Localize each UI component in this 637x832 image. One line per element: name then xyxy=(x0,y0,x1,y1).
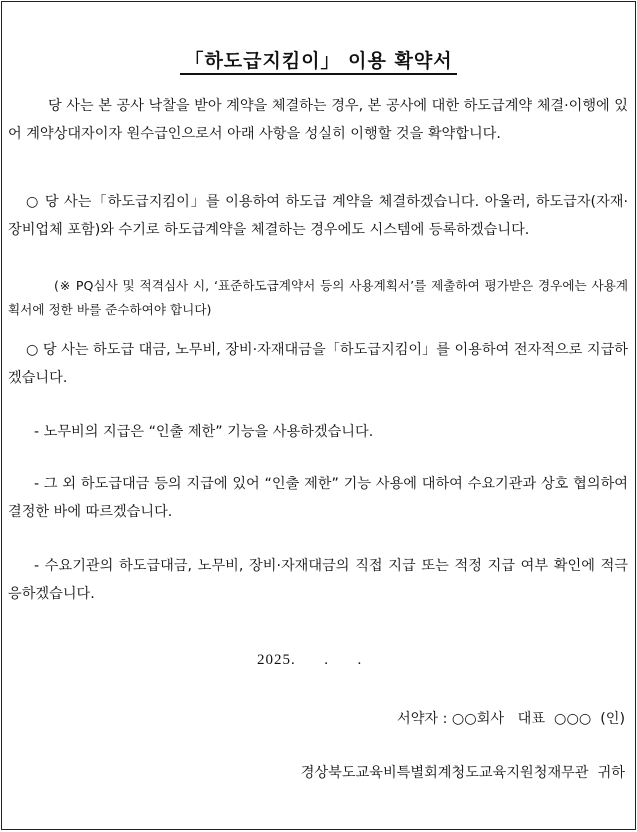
commitment-item-1: ○ 당 사는「하도급지킴이」를 이용하여 하도급 계약을 체결하겠습니다. 아울러, 하도급자(자재·장비업체 포함)와 수기로 하도급계약을 체결하는 경우에도 시스템에 등록하겠습니다. xyxy=(8,194,628,238)
intro-paragraph: 당 사는 본 공사 낙찰을 받아 계약을 체결하는 경우, 본 공사에 대한 하도급계약 체결·이행에 있어 계약상대자이자 원수급인으로서 아래 사항을 성실히 이행할 것을 확약합니다. xyxy=(8,98,628,142)
commitment-item-2: ○ 당 사는 하도급 대금, 노무비, 장비·자재대금을「하도급지킴이」를 이용하여 전자적으로 지급하겠습니다. xyxy=(8,342,628,386)
document-title-text: 「하도급지킴이」 이용 확약서 xyxy=(180,50,456,75)
signer-line: 서약자 : ○○회사 대표 ○○○ (인) xyxy=(397,711,625,727)
addressee-line: 경상북도교육비특별회계청도교육지원청재무관 귀하 xyxy=(300,765,625,781)
sub-item-labor-cost: - 노무비의 지급은 “인출 제한” 기능을 사용하겠습니다. xyxy=(34,424,374,440)
sub-item-withdrawal-limit: - 그 외 하도급대금 등의 지급에 있어 “인출 제한” 기능 사용에 대하여 수요기관과 상호 협의하여 결정한 바에 따르겠습니다. xyxy=(8,476,628,520)
document-title xyxy=(2,46,635,73)
evaluation-note: (※ PQ심사 및 적격심사 시, ‘표준하도급계약서 등의 사용계획서’를 제출하여 평가받은 경우에는 사용계획서에 정한 바를 준수하여야 합니다) xyxy=(8,278,628,317)
document-page xyxy=(1,1,636,830)
document-date: 2025. . . xyxy=(257,652,363,668)
sub-item-direct-payment: - 수요기관의 하도급대금, 노무비, 장비·자재대금의 직접 지급 또는 적정 지급 여부 확인에 적극 응하겠습니다. xyxy=(8,558,628,602)
